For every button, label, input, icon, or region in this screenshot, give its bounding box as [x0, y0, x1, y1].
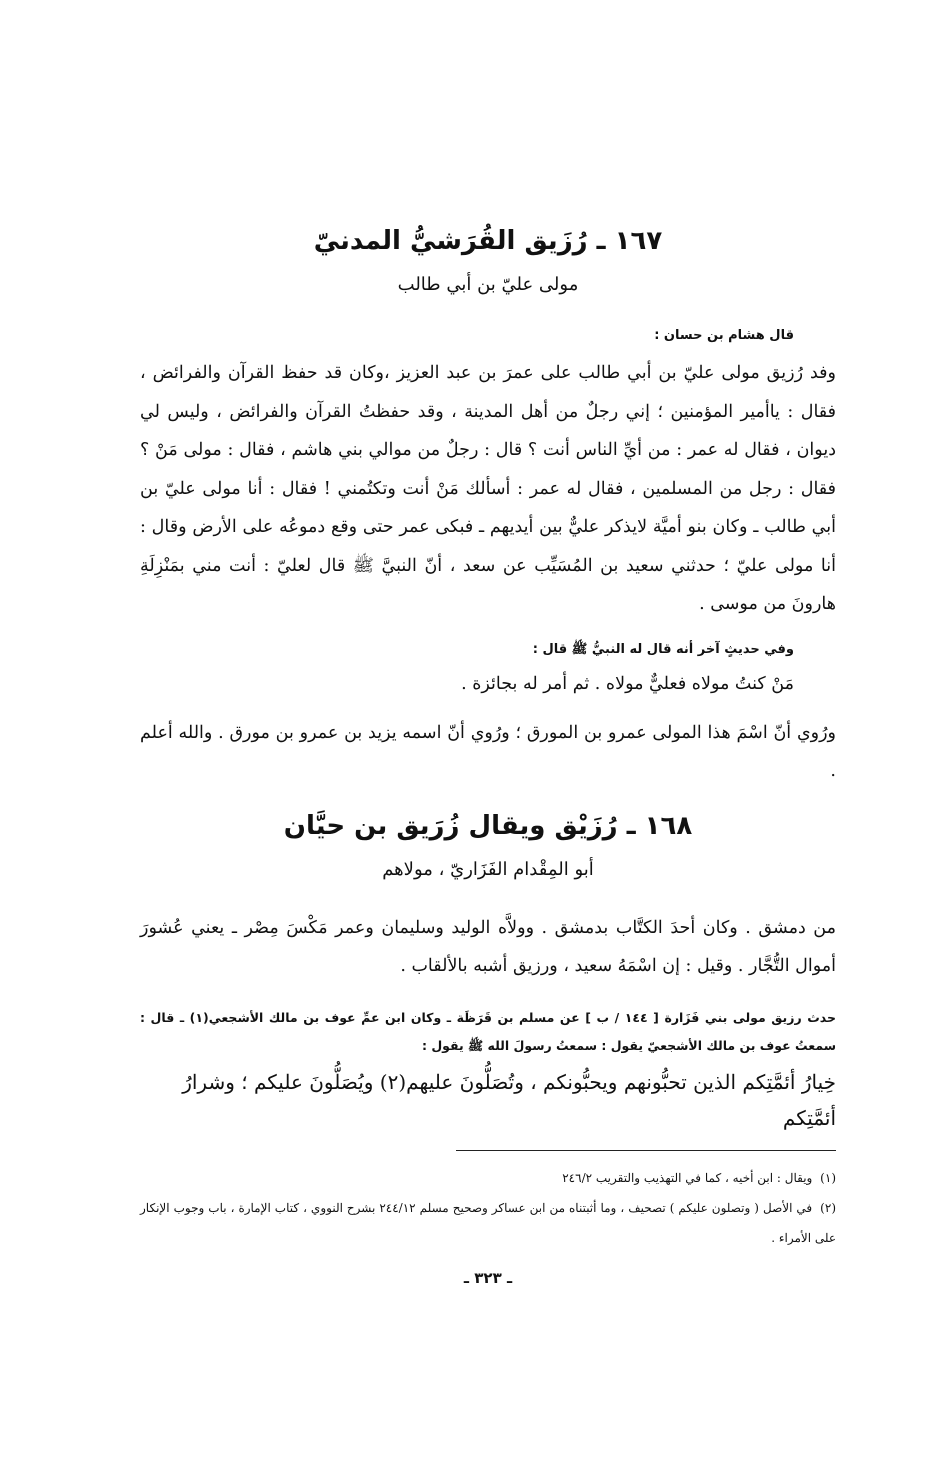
- entry-closing: ورُوي أنّ اسْمَ هذا المولى عمرو بن المورق ؛ ورُوي أنّ اسمه يزيد بن عمرو بن مورق . والله أعلم .: [140, 722, 836, 781]
- entry-body: من دمشق . وكان أحدَ الكتَّاب بدمشق . وولاَّه الوليد وسليمان وعمر مَكْسَ مِصْر ـ يعني عُشورَ أموال التُّجَّار . وقيل : إن اسْمَهُ سعيد ، ورزيق أشبه بالألقاب .: [140, 917, 836, 976]
- hadith-quote: مَنْ كنتُ مولاه فعليٌّ مولاه . ثم أمر له بجائزة .: [461, 673, 794, 694]
- narration-intro: قال هشام بن حسان :: [654, 328, 794, 343]
- footnotes: [140, 1163, 836, 1253]
- narration-intro-secondary: وفي حديثٍ آخر أنه قال له النبيُّ ﷺ قال :: [532, 641, 794, 657]
- footnote: [140, 1163, 836, 1193]
- footnote: [140, 1193, 836, 1253]
- entry-title: ١٦٧ ـ رُزَيق القُرَشيُّ المدنيّ: [313, 226, 663, 256]
- page-number: ـ ٣٢٣ ـ: [463, 1268, 513, 1287]
- entry-167: [140, 220, 836, 791]
- footnote-text: ويقال : ابن أخيه ، كما في التهذيب والتقريب ٢٤٦/٢: [562, 1170, 813, 1185]
- entry-body: وفد رُزيق مولى عليّ بن أبي طالب على عمرَ بن عبد العزيز ،وكان قد حفظ القرآن والفرائض ، فقال : ياأمير المؤمنين ؛ إني رجلٌ من أهل المدينة ، وقد حفظتُ القرآن والفرائض ، وليس لي ديوان ، فقال له عمر : من أيِّ الناس أنت ؟ قال : رجلٌ من موالي بني هاشم ، فقال : مولى مَنْ ؟ فقال : رجل من المسلمين ، فقال له عمر : أسألك مَنْ أنت وتكتُمني ! فقال : أنا مولى عليّ بن أبي طالب ـ وكان بنو أميَّة لايذكر عليٌّ بين أيديهم ـ فبكى عمر حتى وقع دموعُه على الأرض وقال : أنا مولى عليّ ؛ حدثني سعيد بن المُسَيِّب عن سعد ، أنّ النبيَّ ﷺ قال لعليّ : أنت مني بمَنْزِلَةِ هارونَ من موسى .: [140, 363, 836, 614]
- footnote-text: في الأصل ( وتصلون عليكم ) تصحيف ، وما أثبتناه من ابن عساكر وصحيح مسلم ٢٤٤/١٢ بشرح النووي ، كتاب الإمارة ، باب وجوب الإنكار على الأمراء .: [140, 1200, 836, 1245]
- entry-168: [140, 805, 836, 1136]
- document-page: [140, 220, 836, 1293]
- footnote-label: (٢): [820, 1200, 836, 1215]
- entry-title: ١٦٨ ـ رُزَيْق ويقال زُرَيق بن حيَّان: [283, 810, 693, 841]
- footnote-label: (١): [820, 1170, 836, 1185]
- hadith-chain: حدث رزيق مولى بني فَزَارة [ ١٤٤ / ب ] عن مسلم بن قَرَظَة ـ وكان ابن عمِّ عوف بن مالك الأشجعي(١) ـ قال : سمعتُ عوف بن مالك الأشجعيّ يقول : سمعتُ رسولَ الله ﷺ يقول :: [140, 1009, 836, 1053]
- entry-subtitle: مولى عليّ بن أبي طالب: [397, 274, 579, 295]
- hadith-text: خِيارُ أئمَّتِكم الذين تحبُّونهم ويحبُّونكم ، وتُصَلُّونَ عليهم(٢) ويُصَلُّونَ عليكم ؛ وشرارُ أئمَّتِكم: [182, 1069, 836, 1130]
- entry-subtitle: أبو المِقْدام الفَزَاريّ ، مولاهم: [382, 858, 594, 880]
- footnote-divider: [456, 1150, 836, 1151]
